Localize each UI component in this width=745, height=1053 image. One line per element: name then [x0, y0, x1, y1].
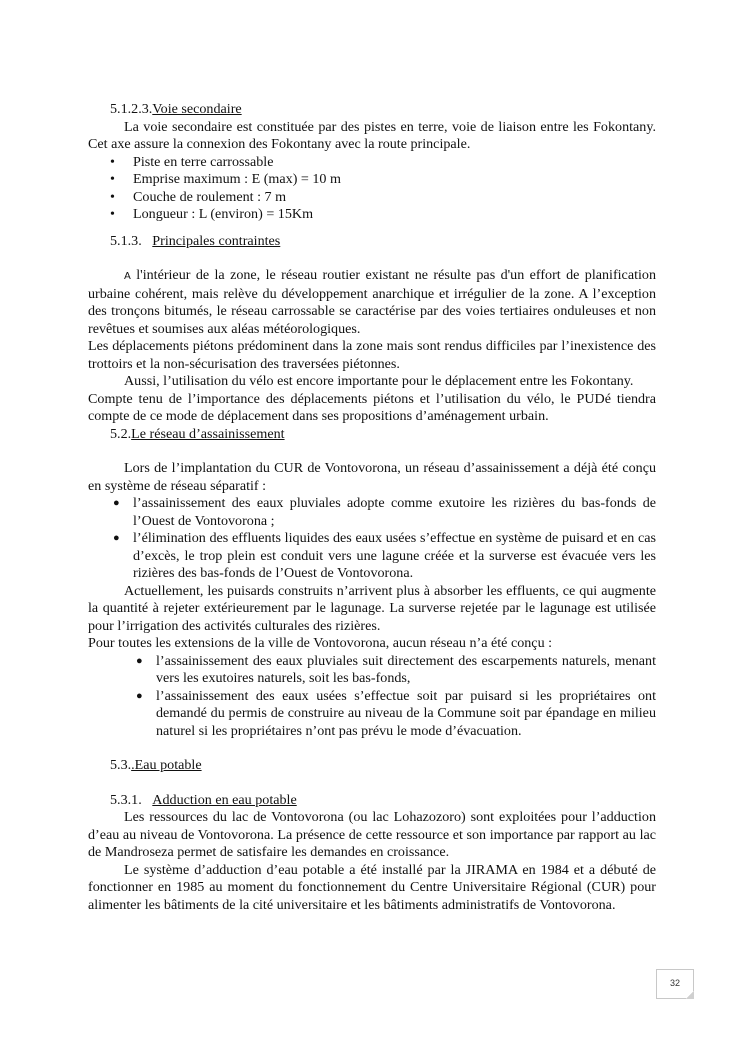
paragraph: Aussi, l’utilisation du vélo est encore importante pour le déplacement entre les Fokontany. — [124, 373, 634, 389]
paragraph-lead-letter: A — [124, 271, 131, 282]
list-item — [88, 189, 656, 207]
paragraph: Les ressources du lac de Vontovorona (ou lac Lohazozoro) sont exploitées pour l’adduction d’eau au niveau de Vontovorona. La présence de cette ressource et son importance par rapport au lac de Mandroseza permet de satisfaire les demandes en croissance. — [88, 809, 656, 860]
bullet-list — [88, 495, 656, 583]
section-number: 5.1.3. — [110, 232, 142, 249]
list-item — [88, 530, 656, 583]
paragraph — [88, 267, 656, 338]
list-item-text: l’assainissement des eaux usées s’effectue soit par puisard si les propriétaires ont demandé du permis de construire au niveau de la Commune soit par épandage en milieu naturel si les propriétaires n’ont pas prévu le mode d’évacuation. — [156, 687, 656, 739]
heading-5-2 — [88, 426, 656, 444]
section-number: 5.1.2.3. — [110, 101, 153, 117]
list-item-text: Couche de roulement : 7 m — [133, 188, 287, 205]
heading-5-3-1 — [88, 792, 656, 810]
paragraph: Pour toutes les extensions de la ville de Vontovorona, aucun réseau n’a été conçu : — [88, 635, 553, 651]
heading-5-1-2-3 — [88, 101, 656, 119]
list-item — [88, 688, 656, 741]
paragraph: Compte tenu de l’importance des déplacements piétons et l’utilisation du vélo, le PUDé tiendra compte de ce mode de déplacement dans ses propositions d’aménagement urbain. — [88, 390, 656, 424]
list-item-text: Piste en terre carrossable — [133, 153, 274, 170]
paragraph-text: l'intérieur de la zone, le réseau routier existant ne résulte pas d'un effort de planification urbaine cohérent, mais relève du développement anarchique et irrégulier de la zone. A l’exception des tronçons bitumés, le réseau carrossable se caractérise par des voies tertiaires onduleuses et non revêtues et soumises aux aléas météorologiques. — [88, 267, 656, 337]
paragraph: La voie secondaire est constituée par des pistes en terre, voie de liaison entre les Fokontany. Cet axe assure la connexion des Fokontany avec la route principale. — [88, 118, 656, 152]
bullet-icon: ● — [113, 532, 120, 544]
bullet-list — [88, 653, 656, 741]
list-item — [88, 495, 656, 530]
section-title: Le réseau d’assainissement — [131, 425, 285, 442]
page-body — [88, 101, 656, 914]
section-number: 5.2. — [110, 425, 132, 442]
page-number-box — [656, 969, 694, 999]
bullet-icon: ● — [113, 497, 120, 509]
bullet-icon: ● — [136, 689, 143, 702]
bullet-list — [88, 154, 656, 224]
paragraph: Les déplacements piétons prédominent dans la zone mais sont rendus difficiles par l’inexistence des trottoirs et la non-sécurisation des traversées piétonnes. — [88, 338, 656, 372]
page-curl-icon — [686, 991, 694, 999]
bullet-icon: • — [110, 153, 115, 170]
heading-5-1-3 — [88, 233, 656, 251]
bullet-icon: • — [110, 206, 115, 222]
list-item-text: l’assainissement des eaux pluviales adopte comme exutoire les rizières du bas-fonds de l’Ouest de Vontovorona ; — [133, 495, 656, 529]
list-item — [88, 653, 656, 688]
list-item — [88, 206, 656, 224]
list-item — [88, 171, 656, 189]
section-title: Adduction en eau potable — [152, 791, 297, 808]
section-number: 5.3.1. — [110, 791, 142, 808]
paragraph: Le système d’adduction d’eau potable a été installé par la JIRAMA en 1984 et a débuté de fonctionner en 1985 au moment du fonctionnement du Centre Universitaire Régional (CUR) pour alimenter les bâtiments de la cité universitaire et les bâtiments administratifs de Vontovorona. — [88, 861, 656, 913]
list-item — [88, 154, 656, 172]
page-number: 32 — [669, 978, 680, 988]
paragraph: Actuellement, les puisards construits n’arrivent plus à absorber les effluents, ce qui augmente la quantité à rejeter extérieurement par le lagunage. La surverse rejetée par le lagunage est utilisée pour l’irrigation des activités culturales des rizières. — [88, 582, 656, 634]
list-item-text: l’élimination des effluents liquides des eaux usées s’effectue en système de puisard et en cas d’excès, le trop plein est conduit vers une lagune créée et la surverse est évacuée vers les rizières des bas-fonds de l’Ouest de Vontovorona. — [133, 530, 656, 581]
bullet-icon: • — [110, 171, 115, 187]
bullet-icon: • — [110, 188, 115, 205]
section-title: Voie secondaire — [152, 101, 242, 117]
section-title: Principales contraintes — [152, 232, 281, 249]
heading-5-3 — [88, 757, 656, 775]
paragraph: Lors de l’implantation du CUR de Vontovorona, un réseau d’assainissement a déjà été conçu en système de réseau séparatif : — [88, 460, 656, 494]
list-item-text: l’assainissement des eaux pluviales suit directement des escarpements naturels, menant vers les exutoires naturels, soit les bas-fonds, — [156, 652, 656, 686]
section-title: .Eau potable — [131, 757, 202, 773]
bullet-icon: ● — [136, 654, 143, 667]
section-number: 5.3. — [110, 757, 132, 773]
list-item-text: Emprise maximum : E (max) = 10 m — [133, 171, 341, 187]
list-item-text: Longueur : L (environ) = 15Km — [133, 206, 314, 222]
